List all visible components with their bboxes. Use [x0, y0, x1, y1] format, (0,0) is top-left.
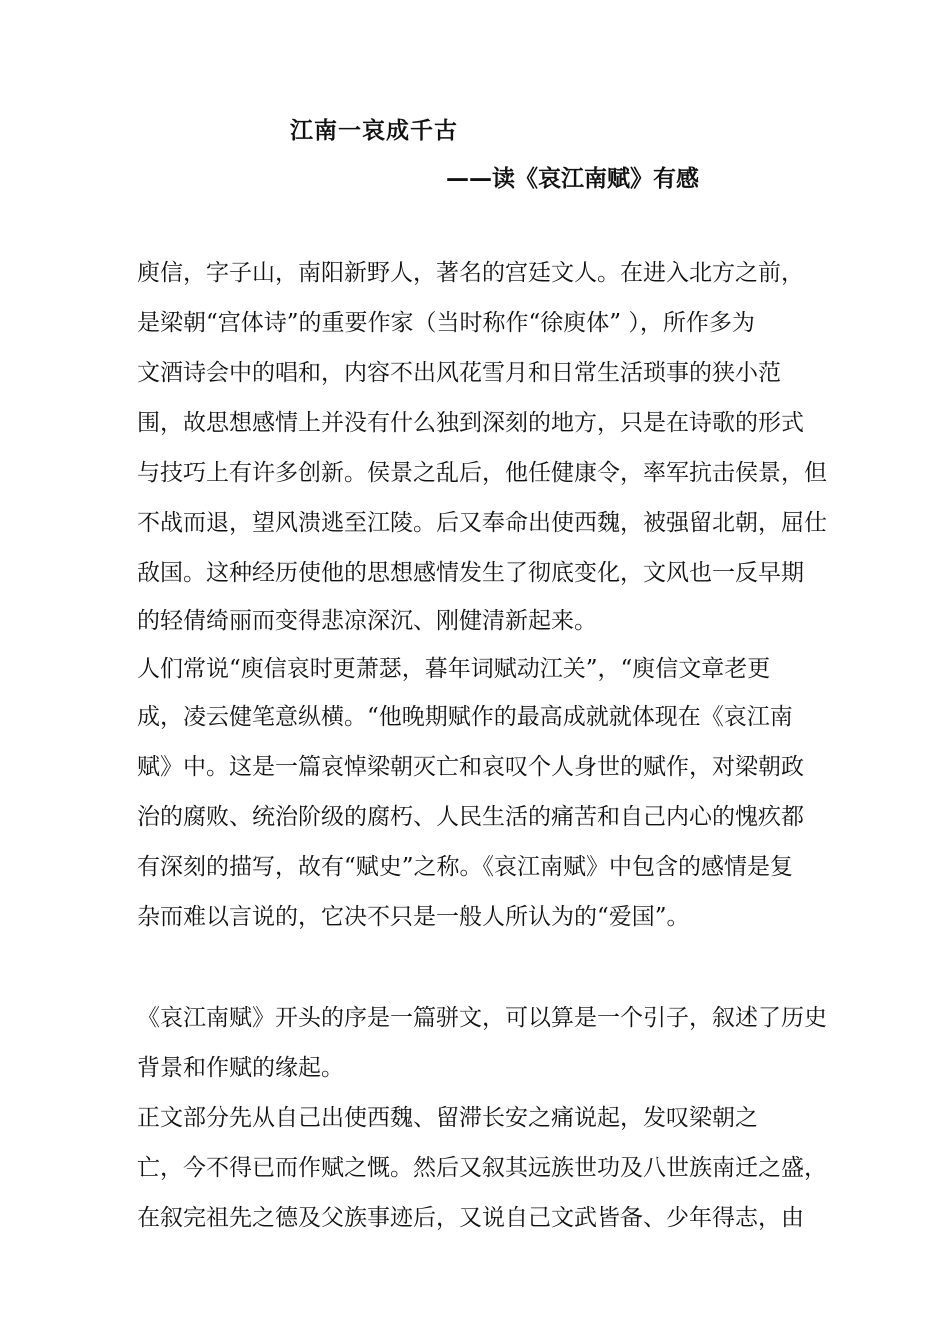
body-line: 《哀江南赋》开头的序是一篇骈文，可以算是一个引子，叙述了历史	[137, 1005, 827, 1031]
body-line: 的轻倩绮丽而变得悲凉深沉、刚健清新起来。	[137, 608, 597, 634]
body-line: 亡，今不得已而作赋之慨。然后又叙其远族世功及八世族南迁之盛，	[137, 1155, 827, 1181]
body-line: 正文部分先从自己出使西魏、留滞长安之痛说起，发叹梁朝之	[137, 1105, 758, 1131]
essay-subtitle: ——读《哀江南赋》有感	[446, 166, 699, 192]
body-line: 文酒诗会中的唱和，内容不出风花雪月和日常生活琐事的狭小范	[137, 360, 781, 386]
body-line: 成，凌云健笔意纵横。“他晚期赋作的最高成就就体现在《哀江南	[137, 704, 793, 730]
body-line: 治的腐败、统治阶级的腐朽、人民生活的痛苦和自己内心的愧疚都	[137, 804, 804, 830]
body-line: 不战而退，望风溃逃至江陵。后又奉命出使西魏，被强留北朝，屈仕	[137, 510, 827, 536]
body-line: 赋》中。这是一篇哀悼梁朝灭亡和哀叹个人身世的赋作，对梁朝政	[137, 754, 804, 780]
body-line: 人们常说“庾信哀时更萧瑟，暮年词赋动江关”，“庾信文章老更	[137, 656, 771, 682]
body-line: 与技巧上有许多创新。侯景之乱后，他任健康令，率军抗击侯景，但	[137, 460, 827, 486]
body-line: 在叙完祖先之德及父族事迹后，又说自己文武皆备、少年得志，由	[137, 1205, 804, 1231]
body-line: 杂而难以言说的，它决不只是一般人所认为的“爱国”。	[137, 904, 690, 930]
essay-title: 江南一哀成千古	[290, 118, 458, 144]
body-line: 敌国。这种经历使他的思想感情发生了彻底变化，文风也一反早期	[137, 560, 804, 586]
body-line: 庾信，字子山，南阳新野人，著名的宫廷文人。在进入北方之前，	[137, 260, 804, 286]
body-line: 有深刻的描写，故有“赋史”之称。《哀江南赋》中包含的感情是复	[137, 854, 794, 880]
body-line: 是梁朝“宫体诗”的重要作家（当时称作“徐庾体” ），所作多为	[137, 310, 755, 336]
body-line: 背景和作赋的缘起。	[137, 1055, 344, 1081]
body-line: 围，故思想感情上并没有什么独到深刻的地方，只是在诗歌的形式	[137, 410, 804, 436]
